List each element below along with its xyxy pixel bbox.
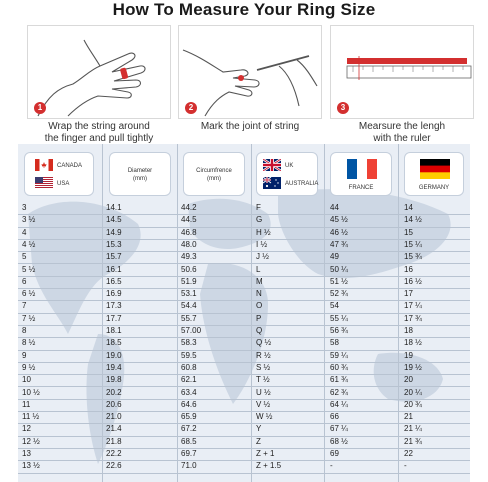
diameter-cell: 21.8 bbox=[106, 436, 122, 446]
us-size-cell: 3 bbox=[22, 203, 27, 212]
circumference-cell: 68.5 bbox=[181, 436, 197, 446]
germany-size-cell: 15 bbox=[404, 227, 413, 237]
france-size-cell: 47 ¾ bbox=[330, 239, 348, 249]
step-number: 1 bbox=[34, 102, 46, 114]
diameter-cell: 17.3 bbox=[106, 301, 122, 311]
germany-size-cell: 19 ½ bbox=[404, 362, 422, 372]
diameter-cell: 22.6 bbox=[106, 461, 122, 471]
us-size-cell: 8 bbox=[22, 326, 27, 335]
uk-size-cell: S ½ bbox=[256, 362, 271, 372]
table-row bbox=[18, 202, 470, 215]
france-size-cell: 46 ½ bbox=[330, 227, 348, 237]
diameter-cell: 16.9 bbox=[106, 289, 122, 299]
us-size-cell: 7 ½ bbox=[22, 313, 36, 323]
us-size-cell: 9 ½ bbox=[22, 362, 36, 372]
france-size-cell: 52 ¾ bbox=[330, 289, 348, 299]
step-1-caption-line1: Wrap the string around bbox=[48, 121, 150, 132]
france-size-cell: 55 ¼ bbox=[330, 313, 348, 323]
diameter-cell: 19.4 bbox=[106, 362, 122, 372]
us-size-cell: 12 bbox=[22, 424, 31, 434]
table-row bbox=[18, 337, 470, 350]
uk-size-cell: Z + 1.5 bbox=[256, 461, 282, 471]
diameter-cell: 14.1 bbox=[106, 203, 122, 212]
france-size-cell: 59 ¼ bbox=[330, 350, 348, 360]
uk-size-cell: W ½ bbox=[256, 412, 273, 422]
circumference-cell: 59.5 bbox=[181, 350, 197, 360]
us-size-cell: 8 ½ bbox=[22, 338, 36, 348]
diameter-cell: 22.2 bbox=[106, 449, 122, 458]
us-size-cell: 5 bbox=[22, 252, 27, 262]
circumference-cell: 64.6 bbox=[181, 399, 197, 409]
germany-size-cell: 20 ¾ bbox=[404, 399, 422, 409]
us-size-cell: 4 ½ bbox=[22, 239, 36, 249]
table-row bbox=[18, 460, 470, 473]
france-size-cell: 50 ¼ bbox=[330, 264, 348, 274]
step-2-illustration bbox=[178, 25, 322, 119]
france-size-cell: 60 ¾ bbox=[330, 362, 348, 372]
germany-size-cell: 15 ¼ bbox=[404, 239, 422, 249]
step-2-caption bbox=[178, 121, 322, 133]
germany-size-cell: 21 ¼ bbox=[404, 424, 422, 434]
france-size-cell: 69 bbox=[330, 449, 339, 458]
germany-size-cell: 16 bbox=[404, 264, 413, 274]
circumference-cell: 60.8 bbox=[181, 362, 197, 372]
table-row bbox=[18, 313, 470, 326]
circumference-cell: 67.2 bbox=[181, 424, 197, 434]
diameter-cell: 15.7 bbox=[106, 252, 122, 262]
france-size-cell: 45 ½ bbox=[330, 215, 348, 225]
step-3-caption bbox=[330, 121, 474, 145]
uk-size-cell: O bbox=[256, 301, 263, 311]
uk-size-cell: T ½ bbox=[256, 375, 270, 385]
germany-size-cell: 14 bbox=[404, 203, 413, 212]
header-circumference bbox=[183, 152, 245, 196]
diameter-cell: 21.0 bbox=[106, 412, 122, 422]
france-size-cell: 66 bbox=[330, 412, 339, 422]
canada-label: CANADA bbox=[57, 163, 83, 169]
diameter-cell: 20.6 bbox=[106, 399, 122, 409]
us-size-cell: 13 bbox=[22, 449, 31, 458]
diameter-cell: 17.7 bbox=[106, 313, 122, 323]
germany-size-cell: 17 ¼ bbox=[404, 301, 422, 311]
uk-flag-icon bbox=[263, 159, 281, 171]
germany-size-cell: 18 ½ bbox=[404, 338, 422, 348]
france-size-cell: 58 bbox=[330, 338, 339, 348]
ruler-icon bbox=[331, 26, 473, 118]
circumference-cell: 49.3 bbox=[181, 252, 197, 262]
table-row bbox=[18, 387, 470, 400]
france-size-cell: 61 ¾ bbox=[330, 375, 348, 385]
diameter-cell: 14.5 bbox=[106, 215, 122, 225]
diameter-label: Diameter bbox=[127, 168, 153, 174]
table-row bbox=[18, 276, 470, 289]
table-row bbox=[18, 411, 470, 424]
us-size-cell: 6 ½ bbox=[22, 289, 36, 299]
us-size-cell: 11 bbox=[22, 399, 31, 409]
uk-size-cell: F bbox=[256, 203, 261, 212]
uk-size-cell: P bbox=[256, 313, 262, 323]
circumference-cell: 48.0 bbox=[181, 239, 197, 249]
uk-size-cell: Z bbox=[256, 436, 261, 446]
circumference-cell: 51.9 bbox=[181, 276, 197, 286]
uk-size-cell: M bbox=[256, 276, 263, 286]
germany-label: GERMANY bbox=[418, 185, 450, 191]
uk-size-cell: U ½ bbox=[256, 387, 271, 397]
france-size-cell: 54 bbox=[330, 301, 339, 311]
table-row bbox=[18, 251, 470, 264]
step-number: 3 bbox=[337, 102, 349, 114]
germany-size-cell: 14 ½ bbox=[404, 215, 422, 225]
circumference-label: Circumfrence bbox=[196, 168, 232, 174]
canada-flag-icon bbox=[35, 159, 53, 171]
germany-size-cell: 15 ¾ bbox=[404, 252, 422, 262]
france-size-cell: 68 ½ bbox=[330, 436, 348, 446]
circumference-cell: 71.0 bbox=[181, 461, 197, 471]
uk-size-cell: L bbox=[256, 264, 261, 274]
us-size-cell: 5 ½ bbox=[22, 264, 36, 274]
step-1-caption-line2: the finger and pull tightly bbox=[44, 133, 154, 144]
diameter-cell: 18.1 bbox=[106, 326, 122, 335]
step-3-illustration bbox=[330, 25, 474, 119]
table-row bbox=[18, 288, 470, 301]
germany-size-cell: 22 bbox=[404, 449, 413, 458]
uk-size-cell: H ½ bbox=[256, 227, 271, 237]
germany-size-cell: 20 ¼ bbox=[404, 387, 422, 397]
header-germany bbox=[404, 152, 464, 196]
germany-size-cell: 19 bbox=[404, 350, 413, 360]
uk-size-cell: Q ½ bbox=[256, 338, 272, 348]
uk-label: UK bbox=[285, 163, 294, 169]
header-us-canada bbox=[24, 152, 94, 196]
uk-size-cell: N bbox=[256, 289, 262, 299]
france-size-cell: 56 ¾ bbox=[330, 326, 348, 335]
france-size-cell: 67 ¼ bbox=[330, 424, 348, 434]
header-diameter bbox=[109, 152, 171, 196]
france-size-cell: 51 ½ bbox=[330, 276, 348, 286]
diameter-cell: 21.4 bbox=[106, 424, 122, 434]
us-size-cell: 7 bbox=[22, 301, 27, 311]
germany-size-cell: 17 ¾ bbox=[404, 313, 422, 323]
germany-size-cell: 20 bbox=[404, 375, 413, 385]
usa-label: USA bbox=[57, 181, 70, 187]
us-size-cell: 13 ½ bbox=[22, 461, 40, 471]
table-row bbox=[18, 214, 470, 227]
table-header bbox=[18, 144, 470, 202]
table-row bbox=[18, 264, 470, 277]
germany-size-cell: 17 bbox=[404, 289, 413, 299]
diameter-cell: 16.5 bbox=[106, 276, 122, 286]
germany-size-cell: - bbox=[404, 461, 407, 471]
germany-size-cell: 21 ¾ bbox=[404, 436, 422, 446]
circumference-cell: 55.7 bbox=[181, 313, 197, 323]
uk-size-cell: G bbox=[256, 215, 263, 225]
uk-size-cell: J ½ bbox=[256, 252, 269, 262]
diameter-cell: 20.2 bbox=[106, 387, 122, 397]
france-size-cell: 62 ¾ bbox=[330, 387, 348, 397]
step-1-caption bbox=[27, 121, 171, 145]
circumference-cell: 57.00 bbox=[181, 326, 202, 335]
circumference-cell: 46.8 bbox=[181, 227, 197, 237]
us-size-cell: 3 ½ bbox=[22, 215, 36, 225]
us-size-cell: 12 ½ bbox=[22, 436, 40, 446]
us-size-cell: 4 bbox=[22, 227, 27, 237]
circumference-cell: 54.4 bbox=[181, 301, 197, 311]
france-size-cell: 44 bbox=[330, 203, 339, 212]
diameter-cell: 19.0 bbox=[106, 350, 122, 360]
table-row bbox=[18, 239, 470, 252]
france-size-cell: 49 bbox=[330, 252, 339, 262]
circumference-cell: 58.3 bbox=[181, 338, 197, 348]
step-number: 2 bbox=[185, 102, 197, 114]
table-row bbox=[18, 423, 470, 436]
table-row bbox=[18, 436, 470, 449]
australia-flag-icon bbox=[263, 177, 281, 189]
us-size-cell: 9 bbox=[22, 350, 27, 360]
step-3-caption-line2: with the ruler bbox=[373, 133, 431, 144]
germany-size-cell: 21 bbox=[404, 412, 413, 422]
page-title: How To Measure Your Ring Size bbox=[112, 0, 376, 19]
france-flag-icon bbox=[347, 159, 377, 179]
uk-size-cell: V ½ bbox=[256, 399, 271, 409]
circumference-cell: 50.6 bbox=[181, 264, 197, 274]
table-row bbox=[18, 300, 470, 313]
table-row bbox=[18, 399, 470, 412]
uk-size-cell: Z + 1 bbox=[256, 449, 275, 458]
diameter-cell: 18.5 bbox=[106, 338, 122, 348]
diameter-cell: 19.8 bbox=[106, 375, 122, 385]
us-size-cell: 10 bbox=[22, 375, 31, 385]
header-france bbox=[330, 152, 392, 196]
france-label: FRANCE bbox=[348, 185, 374, 191]
germany-size-cell: 18 bbox=[404, 326, 413, 335]
table-row bbox=[18, 374, 470, 387]
circumference-cell: 44.2 bbox=[181, 203, 197, 212]
table-row bbox=[18, 448, 470, 461]
uk-size-cell: Y bbox=[256, 424, 262, 434]
uk-size-cell: R ½ bbox=[256, 350, 271, 360]
step-1-illustration bbox=[27, 25, 171, 119]
france-size-cell: 64 ¼ bbox=[330, 399, 348, 409]
hand-with-string-icon bbox=[28, 26, 170, 118]
usa-flag-icon bbox=[35, 177, 53, 189]
diameter-cell: 16.1 bbox=[106, 264, 122, 274]
circumference-cell: 62.1 bbox=[181, 375, 197, 385]
us-size-cell: 10 ½ bbox=[22, 387, 40, 397]
circumference-cell: 63.4 bbox=[181, 387, 197, 397]
table-row bbox=[18, 227, 470, 240]
table-row bbox=[18, 350, 470, 363]
us-size-cell: 11 ½ bbox=[22, 412, 40, 422]
france-size-cell: - bbox=[330, 461, 333, 471]
table-row bbox=[18, 325, 470, 338]
circumference-unit: (mm) bbox=[207, 176, 221, 182]
header-uk-australia bbox=[256, 152, 318, 196]
germany-flag-icon bbox=[420, 159, 450, 179]
circumference-cell: 65.9 bbox=[181, 412, 197, 422]
us-size-cell: 6 bbox=[22, 276, 27, 286]
step-3-caption-line1: Mearsure the lengh bbox=[358, 121, 446, 132]
table-row bbox=[18, 362, 470, 375]
step-2-caption-line1: Mark the joint of string bbox=[200, 121, 300, 132]
hand-with-pen-icon bbox=[179, 26, 321, 118]
diameter-cell: 14.9 bbox=[106, 227, 122, 237]
uk-size-cell: Q bbox=[256, 326, 263, 335]
circumference-cell: 53.1 bbox=[181, 289, 197, 299]
germany-size-cell: 16 ½ bbox=[404, 276, 422, 286]
circumference-cell: 44.5 bbox=[181, 215, 197, 225]
australia-label: AUSTRALIA bbox=[285, 181, 319, 187]
diameter-cell: 15.3 bbox=[106, 239, 122, 249]
circumference-cell: 69.7 bbox=[181, 449, 197, 458]
uk-size-cell: I ½ bbox=[256, 239, 268, 249]
diameter-unit: (mm) bbox=[133, 176, 147, 182]
ring-size-table bbox=[18, 144, 470, 482]
